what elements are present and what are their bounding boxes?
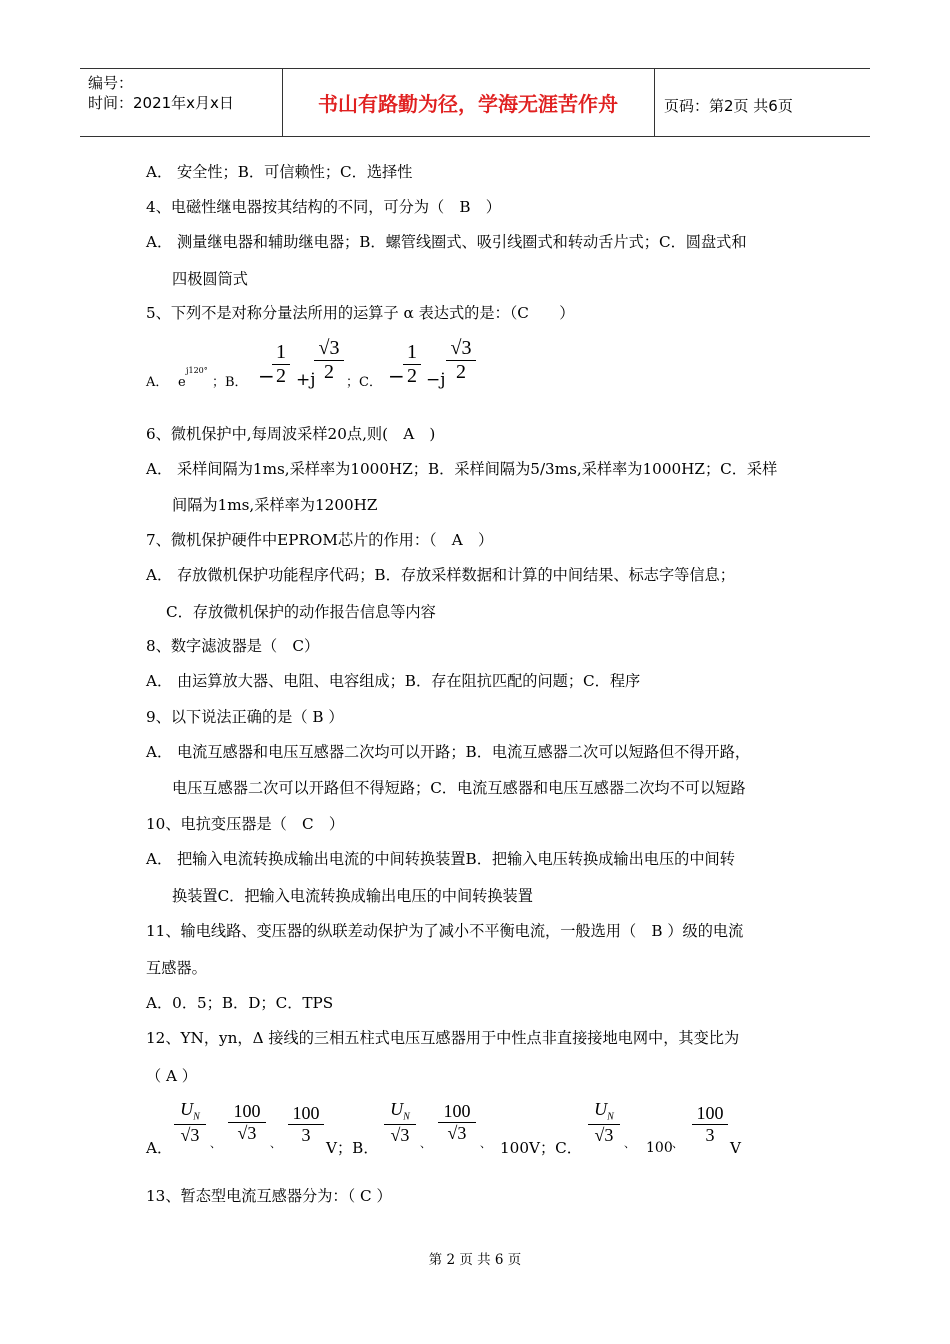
text-line: 6、微机保护中,每周波采样20点,则( A ) bbox=[146, 425, 436, 443]
q5-b-fraction-half: 1 2 bbox=[272, 342, 290, 387]
q12-sep: 、 bbox=[480, 1137, 491, 1150]
text-line: 13、暂态型电流互感器分为：（ C ） bbox=[146, 1187, 392, 1205]
text-line: A． 存放微机保护功能程序代码；B．存放采样数据和计算的中间结果、标志字等信息； bbox=[146, 566, 735, 584]
q12-sep: 、 bbox=[270, 1137, 281, 1150]
q12-c-100: 100 bbox=[646, 1140, 673, 1156]
header-top-rule bbox=[80, 68, 870, 69]
text-line: 10、电抗变压器是（ C ） bbox=[146, 815, 345, 833]
q12-b-fraction-100-sqrt3: 100 √3 bbox=[438, 1102, 476, 1143]
header-motto: 书山有路勤为径，学海无涯苦作舟 bbox=[318, 92, 618, 116]
q12-a-fraction-100-sqrt3: 100 √3 bbox=[228, 1102, 266, 1143]
q5-c-minus-j: −j bbox=[426, 370, 446, 390]
q12-v-end: V bbox=[730, 1139, 741, 1157]
text-line: A．0．5；B．D；C．TPS bbox=[146, 994, 334, 1012]
header-bottom-rule bbox=[80, 136, 870, 137]
text-line: 8、数字滤波器是（ C） bbox=[146, 637, 320, 655]
q12-sep: 、 bbox=[624, 1137, 635, 1150]
text-line: 12、YN，yn，Δ 接线的三相五柱式电压互感器用于中性点非直接接地电网中，其变比为 bbox=[146, 1029, 740, 1047]
text-line: A． 电流互感器和电压互感器二次均可以开路；B．电流互感器二次可以短路但不得开路， bbox=[146, 743, 751, 761]
text-line: C．存放微机保护的动作报告信息等内容 bbox=[166, 603, 436, 621]
text-line: （ A ） bbox=[146, 1067, 197, 1085]
q5-c-minus: − bbox=[388, 364, 405, 388]
text-line: 互感器。 bbox=[146, 959, 207, 977]
q5-a-sup: j120° bbox=[186, 366, 208, 375]
text-line: 4、电磁性继电器按其结构的不同，可分为（ B ） bbox=[146, 198, 501, 216]
q12-c-fraction-un-sqrt3: $U_N$ √3 bbox=[588, 1100, 620, 1145]
q12-sep: 、 bbox=[672, 1137, 683, 1150]
text-line: 间隔为1ms,采样率为1200HZ bbox=[172, 496, 378, 514]
q5-c-fraction-sqrt3: √3 2 bbox=[446, 338, 476, 383]
q5-b-label: ；B． bbox=[212, 375, 248, 390]
q12-a-fraction-un-sqrt3: $U_N$ √3 bbox=[174, 1100, 206, 1145]
page-footer: 第 2 页 共 6 页 bbox=[428, 1252, 522, 1268]
header-code-label: 编号： bbox=[88, 74, 134, 92]
q5-a-expr: e bbox=[178, 375, 186, 390]
text-line: 11、输电线路、变压器的纵联差动保护为了减小不平衡电流，一般选用（ B ）级的电流 bbox=[146, 922, 744, 940]
q5-b-minus: − bbox=[258, 364, 275, 388]
q12-b-fraction-un-sqrt3: $U_N$ √3 bbox=[384, 1100, 416, 1145]
text-line: A． 采样间隔为1ms,采样率为1000HZ；B．采样间隔为5/3ms,采样率为1000HZ；C．采样 bbox=[146, 460, 778, 478]
q12-c-fraction-100-3: 100 3 bbox=[692, 1104, 728, 1145]
text-line: A． 测量继电器和辅助继电器；B．螺管线圈式、吸引线圈式和转动舌片式；C．圆盘式和 bbox=[146, 233, 747, 251]
q5-c-label: ；C． bbox=[346, 375, 382, 390]
text-line: 7、微机保护硬件中EPROM芯片的作用：（ A ） bbox=[146, 531, 494, 549]
q12-b-label: V；B． bbox=[326, 1139, 379, 1157]
text-line: A． 安全性；B．可信赖性；C．选择性 bbox=[146, 163, 413, 181]
text-line: 四极圆筒式 bbox=[172, 270, 248, 288]
header-divider-right bbox=[654, 68, 655, 136]
q12-sep: 、 bbox=[420, 1137, 431, 1150]
header-page-info: 页码：第2页 共6页 bbox=[664, 97, 793, 115]
header-time-label: 时间：2021年x月x日 bbox=[88, 94, 234, 112]
q5-b-plus-j: +j bbox=[296, 370, 316, 390]
text-line: 换装置C．把输入电流转换成输出电压的中间转换装置 bbox=[172, 887, 533, 905]
text-line: 电压互感器二次可以开路但不得短路；C．电流互感器和电压互感器二次均不可以短路 bbox=[172, 779, 746, 797]
q5-a-label: A． bbox=[146, 375, 169, 390]
q12-a-label: A． bbox=[146, 1139, 173, 1157]
text-line: 5、下列不是对称分量法所用的运算子 α 表达式的是：（C ） bbox=[146, 304, 575, 322]
text-line: A． 把输入电流转换成输出电流的中间转换装置B．把输入电压转换成输出电压的中间转 bbox=[146, 850, 735, 868]
q12-sep: 、 bbox=[210, 1137, 221, 1150]
q12-c-label: 100V；C． bbox=[500, 1139, 582, 1157]
text-line: 9、以下说法正确的是（ B ） bbox=[146, 708, 344, 726]
text-line: A． 由运算放大器、电阻、电容组成；B．存在阻抗匹配的问题；C．程序 bbox=[146, 672, 641, 690]
q5-b-fraction-sqrt3: √3 2 bbox=[314, 338, 344, 383]
q12-a-fraction-100-3: 100 3 bbox=[288, 1104, 324, 1145]
q5-c-fraction-half: 1 2 bbox=[403, 342, 421, 387]
